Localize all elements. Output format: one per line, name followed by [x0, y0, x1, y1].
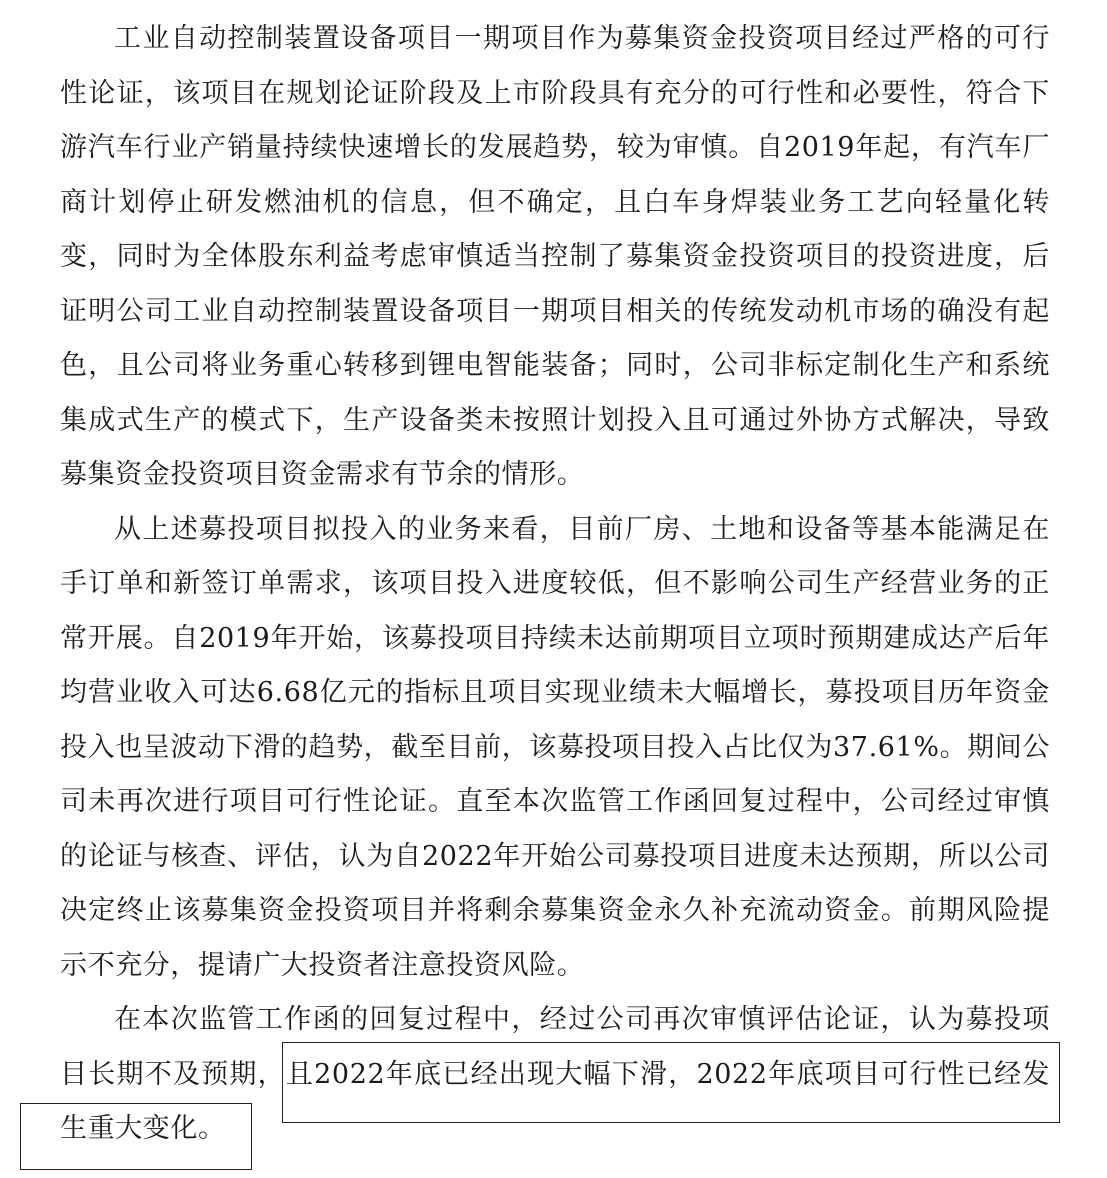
paragraph-3-lead-text: 在本次监管工作函的回复过程中，经过公司再次审慎评估论证，认为募投项目长期不及预期，	[60, 1004, 1050, 1090]
highlighted-conclusion-text: 且2022年底已经出现大幅下滑，2022年底项目可行性已经发生重大变化。	[60, 1058, 1050, 1144]
document-body	[60, 12, 1050, 1157]
paragraph-2: 从上述募投项目拟投入的业务来看，目前厂房、土地和设备等基本能满足在手订单和新签订单需求，该项目投入进度较低，但不影响公司生产经营业务的正常开展。自2019年开始，该募投项目持续未达前期项目立项时预期建成达产后年均营业收入可达6.68亿元的指标且项目实现业绩未大幅增长，募投项目历年资金投入也呈波动下滑的趋势，截至目前，该募投项目投入占比仅为37.61%。期间公司未再次进行项目可行性论证。直至本次监管工作函回复过程中，公司经过审慎的论证与核查、评估，认为自2022年开始公司募投项目进度未达预期，所以公司决定终止该募集资金投资项目并将剩余募集资金永久补充流动资金。前期风险提示不充分，提请广大投资者注意投资风险。	[60, 513, 1050, 981]
paragraph-3	[60, 993, 1050, 1157]
paragraph-1: 工业自动控制装置设备项目一期项目作为募集资金投资项目经过严格的可行性论证，该项目在规划论证阶段及上市阶段具有充分的可行性和必要性，符合下游汽车行业产销量持续快速增长的发展趋势，较为审慎。自2019年起，有汽车厂商计划停止研发燃油机的信息，但不确定，且白车身焊装业务工艺向轻量化转变，同时为全体股东利益考虑审慎适当控制了募集资金投资项目的投资进度，后证明公司工业自动控制装置设备项目一期项目相关的传统发动机市场的确没有起色，且公司将业务重心转移到锂电智能装备；同时，公司非标定制化生产和系统集成式生产的模式下，生产设备类未按照计划投入且可通过外协方式解决，导致募集资金投资项目资金需求有节余的情形。	[60, 23, 1050, 490]
